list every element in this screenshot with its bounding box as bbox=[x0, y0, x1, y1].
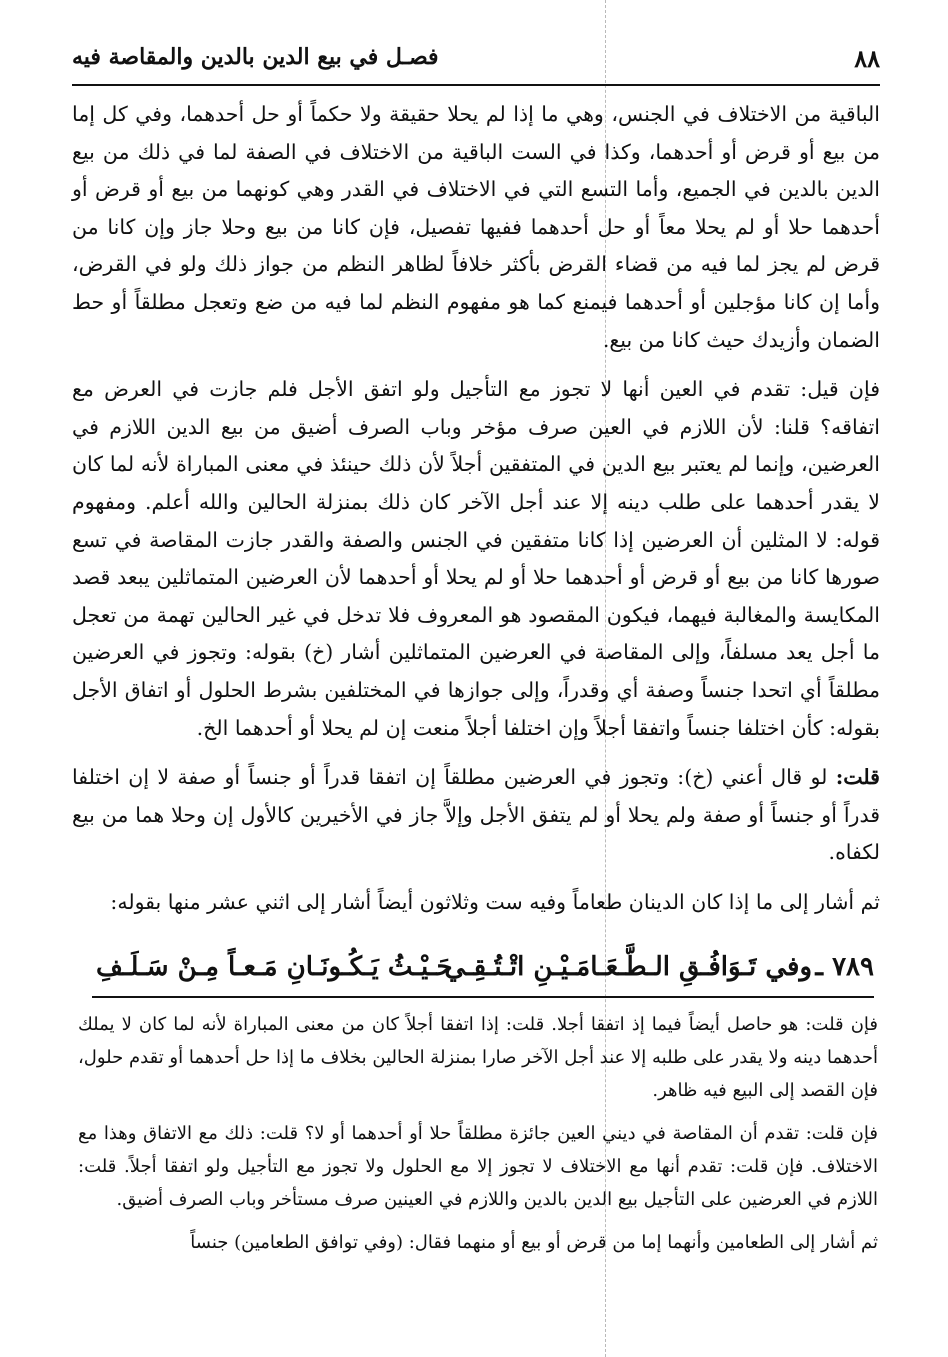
paragraph-3 bbox=[72, 759, 880, 872]
footnote-1: فإن قلت: هو حاصل أيضاً فيما إذ اتفقا أجلا. قلت: إذا اتفقا أجلاً كان من معنى المباراة لأنه لما كان لا يملك أحدهما دينه ولا يقدر على طلبه إلا عند أجل الآخر صارا بمنزلة الحالين بخلاف ما إذا حل أحدهما أو تقدم حلول، فإن القصد إلى البيع فيه ظاهر. bbox=[78, 1014, 878, 1101]
running-title: فصـل في بيع الدين بالدين والمقاصة فيه bbox=[72, 44, 439, 70]
paragraph-text: ثم أشار إلى ما إذا كان الدينان طعاماً وفيه ست وثلاثون أيضاً أشار إلى اثني عشر منها بقوله: bbox=[110, 889, 880, 914]
paragraph-2 bbox=[72, 371, 880, 747]
main-text bbox=[72, 96, 880, 933]
footnote-2: فإن قلت: تقدم أن المقاصة في ديني العين جائزة مطلقاً حلا أو أحدهما أو لا؟ قلت: ذلك مع الاتفاق وهذا مع الاختلاف. فإن قلت: تقدم أنها مع الاختلاف لا تجوز إلا مع الحلول ولا تجوز مع التأجيل ولو اتفقا أجلاً. قلت: اللازم في العرضين على التأجيل بيع الدين بالدين واللازم في العينين صرف مستأخر وباب الصرف أضيق. bbox=[78, 1123, 878, 1210]
verse-line bbox=[96, 944, 874, 990]
verse-first-hemistich: وفي تَـوَافُـقِ الـطَّـعَـامَـيْـنِ اتْـتُـقِـي bbox=[444, 952, 812, 982]
verse-number: ٧٨٩ ـ bbox=[815, 952, 874, 982]
paragraph-text: فإن قيل: تقدم في العين أنها لا تجوز مع التأجيل ولو اتفق الأجل فلم جازت في العرض مع اتفاقه؟ قلنا: لأن اللازم في العين صرف مؤخر وباب الصرف أضيق من بيع الدين اللازم في العرضين، وإنما لم يعتبر بيع الدين في المتفقين أجلاً لأن ذلك حينئذ في معنى المباراة لأنه لما كان لا يقدر أحدهما على طلب دينه إلا عند أجل الآخر كان ذلك بمنزلة الحالين والله أعلم. ومفهوم قوله: لا المثلين أن العرضين إذا كانا متفقين في الجنس والصفة والقدر جازت المقاصة في تسع صورها كانا من بيع أو قرض أو أحدهما حلا أو لم يحلا أو أحدهما لأن العرضين المتماثلين يبعد قصد المكايسة والمغالبة فيهما، فيكون المقصود هو المعروف فلا تدخل في غير الحالين تهمة من تعجل ما أجل يعد مسلفاً، وإلى المقاصة في العرضين المتماثلين أشار (خ) بقوله: وتجوز في العرضين مطلقاً أي اتحدا جنساً وصفة أي وقدراً، وإلى جوازها في المختلفين بشرط الحلول أو اتفاق الأجل بقوله: كأن اختلفا جنساً واتفقا أجلاً وإن اختلفا أجلاً منعت إن لم يحلا أو أحدهما الخ. bbox=[72, 377, 880, 740]
footnote-3: ثم أشار إلى الطعامين وأنهما إما من قرض أو بيع أو منهما فقال: (وفي توافق الطعامين) جنساً bbox=[190, 1232, 878, 1253]
footnotes bbox=[78, 1008, 878, 1269]
paragraph-1 bbox=[72, 96, 880, 359]
paragraph-lead: قلت: bbox=[835, 765, 880, 790]
verse-second-hemistich: حَـيْـثُ يَـكُـونَـانِ مَـعـاً مِـنْ سَـلَـفِ bbox=[96, 952, 453, 982]
page-number: ٨٨ bbox=[854, 44, 880, 73]
footnote-divider bbox=[92, 996, 874, 998]
page-header bbox=[72, 40, 880, 86]
paragraph-4 bbox=[72, 884, 880, 922]
paragraph-text: لو قال أعني (خ): وتجوز في العرضين مطلقاً إن اتفقا قدراً أو جنساً أو صفة لا إن اختلفا قدراً أو جنساً أو صفة ولم يحلا أو لم يتفق الأجل وإلاَّ جاز في الأخيرين كالأول إن وحلا هما من بيع لكفاه. bbox=[72, 765, 880, 865]
paragraph-text: الباقية من الاختلاف في الجنس، وهي ما إذا لم يحلا حقيقة ولا حكماً أو حل أحدهما، وفي كل إما من بيع أو قرض أو أحدهما، وكذا في الست الباقية من الاختلاف في الصفة لما في ذلك من بيع الدين بالدين في الجميع، وأما التسع التي في الاختلاف في القدر وهي كونهما من بيع أو قرض أو أحدهما حلا أو لم يحلا معاً أو حل أحدهما ففيها تفصيل، فإن كانا من بيع وحلا جاز وإن كانا من قرض لم يجز لما فيه من قضاء القرض بأكثر خلافاً لظاهر النظم من جواز ذلك ولو في القرض، وأما إن كانا مؤجلين أو أحدهما فيمنع كما هو مفهوم النظم لما فيه من ضع وتعجل مطلقاً أو حط الضمان وأزيدك حيث كانا من بيع. bbox=[72, 102, 880, 352]
